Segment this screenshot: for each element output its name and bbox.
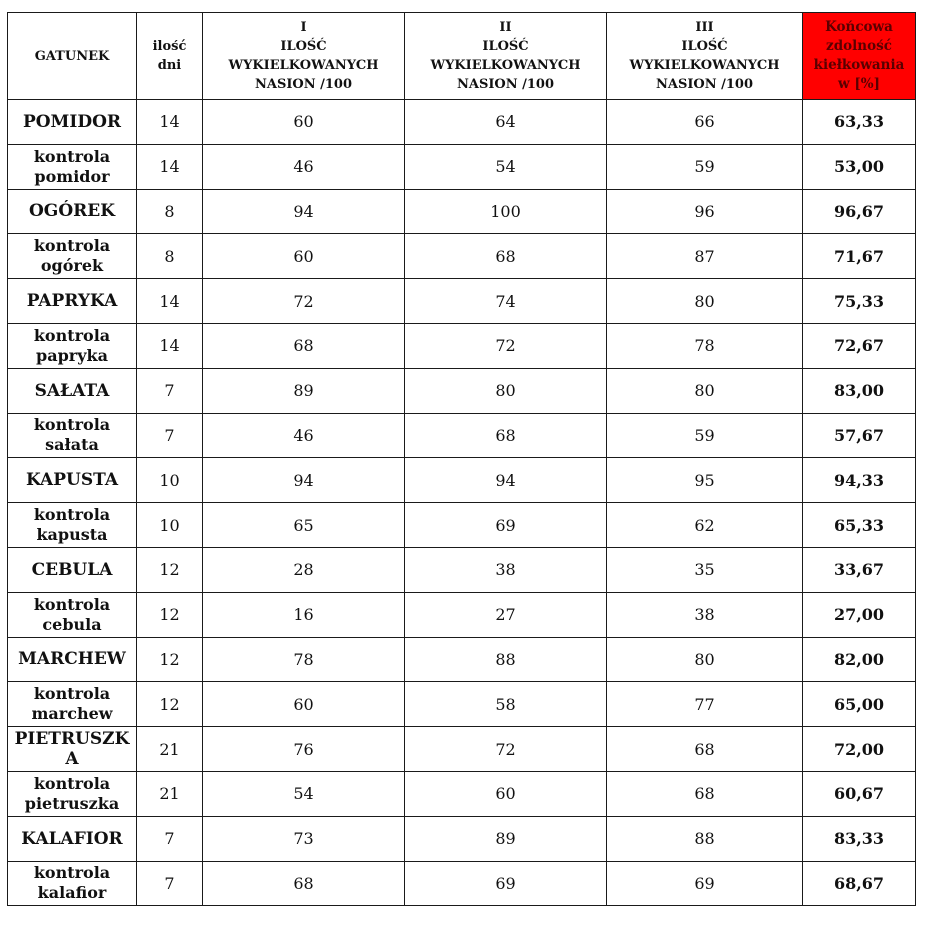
trial-2-cell: 89 xyxy=(405,816,607,861)
trial-3-cell: 59 xyxy=(607,413,803,458)
trial-1-cell: 94 xyxy=(203,458,405,503)
final-germination-cell: 57,67 xyxy=(803,413,916,458)
trial-1-cell: 94 xyxy=(203,189,405,234)
days-cell: 8 xyxy=(137,234,203,279)
trial-3-cell: 62 xyxy=(607,503,803,548)
species-cell: kontrola ogórek xyxy=(8,234,137,279)
trial-3-cell: 66 xyxy=(607,100,803,145)
trial-3-cell: 80 xyxy=(607,279,803,324)
final-germination-cell: 63,33 xyxy=(803,100,916,145)
days-cell: 21 xyxy=(137,727,203,772)
trial-2-cell: 68 xyxy=(405,413,607,458)
trial-3-cell: 78 xyxy=(607,323,803,368)
species-cell: KAPUSTA xyxy=(8,458,137,503)
trial-3-cell: 38 xyxy=(607,592,803,637)
trial-2-cell: 72 xyxy=(405,323,607,368)
days-cell: 14 xyxy=(137,144,203,189)
days-cell: 7 xyxy=(137,816,203,861)
trial-1-cell: 78 xyxy=(203,637,405,682)
final-germination-cell: 53,00 xyxy=(803,144,916,189)
days-cell: 21 xyxy=(137,771,203,816)
table-row xyxy=(8,413,916,458)
trial-3-cell: 96 xyxy=(607,189,803,234)
header-row xyxy=(8,13,916,100)
trial-3-cell: 88 xyxy=(607,816,803,861)
species-cell: SAŁATA xyxy=(8,368,137,413)
table-row xyxy=(8,592,916,637)
trial-2-cell: 27 xyxy=(405,592,607,637)
trial-2-cell: 100 xyxy=(405,189,607,234)
days-cell: 12 xyxy=(137,592,203,637)
table-row xyxy=(8,323,916,368)
trial-2-cell: 72 xyxy=(405,727,607,772)
final-germination-cell: 96,67 xyxy=(803,189,916,234)
species-cell: KALAFIOR xyxy=(8,816,137,861)
final-germination-cell: 71,67 xyxy=(803,234,916,279)
final-germination-cell: 33,67 xyxy=(803,547,916,592)
trial-3-cell: 68 xyxy=(607,727,803,772)
trial-2-cell: 68 xyxy=(405,234,607,279)
trial-2-cell: 80 xyxy=(405,368,607,413)
trial-1-cell: 60 xyxy=(203,100,405,145)
table-row xyxy=(8,861,916,906)
trial-1-cell: 65 xyxy=(203,503,405,548)
trial-1-cell: 73 xyxy=(203,816,405,861)
table-row xyxy=(8,189,916,234)
species-cell: OGÓREK xyxy=(8,189,137,234)
table-body xyxy=(8,100,916,906)
final-germination-cell: 60,67 xyxy=(803,771,916,816)
trial-3-cell: 69 xyxy=(607,861,803,906)
trial-2-cell: 38 xyxy=(405,547,607,592)
trial-1-cell: 54 xyxy=(203,771,405,816)
days-cell: 8 xyxy=(137,189,203,234)
days-cell: 12 xyxy=(137,547,203,592)
trial-2-cell: 69 xyxy=(405,503,607,548)
species-cell: MARCHEW xyxy=(8,637,137,682)
final-germination-cell: 27,00 xyxy=(803,592,916,637)
trial-2-cell: 94 xyxy=(405,458,607,503)
days-cell: 12 xyxy=(137,682,203,727)
header-final-germination: Końcowa zdolność kiełkowania w [%] xyxy=(803,13,916,100)
final-germination-cell: 75,33 xyxy=(803,279,916,324)
final-germination-cell: 65,33 xyxy=(803,503,916,548)
header-trial-2: II ILOŚĆ WYKIELKOWANYCH NASION /100 xyxy=(405,13,607,100)
days-cell: 10 xyxy=(137,503,203,548)
trial-1-cell: 89 xyxy=(203,368,405,413)
species-cell: kontrola kapusta xyxy=(8,503,137,548)
trial-3-cell: 35 xyxy=(607,547,803,592)
species-cell: POMIDOR xyxy=(8,100,137,145)
species-cell: PAPRYKA xyxy=(8,279,137,324)
species-cell: kontrola papryka xyxy=(8,323,137,368)
final-germination-cell: 82,00 xyxy=(803,637,916,682)
header-trial-1: I ILOŚĆ WYKIELKOWANYCH NASION /100 xyxy=(203,13,405,100)
species-cell: kontrola marchew xyxy=(8,682,137,727)
days-cell: 7 xyxy=(137,413,203,458)
trial-1-cell: 46 xyxy=(203,413,405,458)
trial-3-cell: 68 xyxy=(607,771,803,816)
trial-1-cell: 46 xyxy=(203,144,405,189)
germination-table xyxy=(7,12,916,906)
final-germination-cell: 65,00 xyxy=(803,682,916,727)
species-cell: kontrola pietruszka xyxy=(8,771,137,816)
table-row xyxy=(8,100,916,145)
trial-3-cell: 77 xyxy=(607,682,803,727)
trial-2-cell: 58 xyxy=(405,682,607,727)
days-cell: 7 xyxy=(137,861,203,906)
table-row xyxy=(8,816,916,861)
trial-1-cell: 60 xyxy=(203,682,405,727)
trial-1-cell: 28 xyxy=(203,547,405,592)
days-cell: 14 xyxy=(137,100,203,145)
trial-3-cell: 95 xyxy=(607,458,803,503)
table-row xyxy=(8,637,916,682)
table-row xyxy=(8,368,916,413)
trial-2-cell: 60 xyxy=(405,771,607,816)
header-species: GATUNEK xyxy=(8,13,137,100)
table-row xyxy=(8,279,916,324)
days-cell: 14 xyxy=(137,279,203,324)
table-row xyxy=(8,458,916,503)
table-row xyxy=(8,503,916,548)
trial-2-cell: 69 xyxy=(405,861,607,906)
species-cell: kontrola cebula xyxy=(8,592,137,637)
final-germination-cell: 83,00 xyxy=(803,368,916,413)
trial-2-cell: 88 xyxy=(405,637,607,682)
trial-3-cell: 80 xyxy=(607,637,803,682)
final-germination-cell: 72,67 xyxy=(803,323,916,368)
trial-2-cell: 64 xyxy=(405,100,607,145)
table-row xyxy=(8,682,916,727)
trial-3-cell: 80 xyxy=(607,368,803,413)
table-row xyxy=(8,727,916,772)
table-row xyxy=(8,144,916,189)
species-cell: CEBULA xyxy=(8,547,137,592)
trial-2-cell: 54 xyxy=(405,144,607,189)
trial-3-cell: 59 xyxy=(607,144,803,189)
table-row xyxy=(8,234,916,279)
header-trial-3: III ILOŚĆ WYKIELKOWANYCH NASION /100 xyxy=(607,13,803,100)
trial-3-cell: 87 xyxy=(607,234,803,279)
table-row xyxy=(8,547,916,592)
trial-1-cell: 76 xyxy=(203,727,405,772)
trial-1-cell: 60 xyxy=(203,234,405,279)
final-germination-cell: 83,33 xyxy=(803,816,916,861)
final-germination-cell: 68,67 xyxy=(803,861,916,906)
trial-1-cell: 72 xyxy=(203,279,405,324)
trial-1-cell: 16 xyxy=(203,592,405,637)
trial-1-cell: 68 xyxy=(203,323,405,368)
final-germination-cell: 94,33 xyxy=(803,458,916,503)
trial-1-cell: 68 xyxy=(203,861,405,906)
days-cell: 12 xyxy=(137,637,203,682)
table-row xyxy=(8,771,916,816)
final-germination-cell: 72,00 xyxy=(803,727,916,772)
species-cell: kontrola kalafior xyxy=(8,861,137,906)
species-cell: kontrola sałata xyxy=(8,413,137,458)
days-cell: 7 xyxy=(137,368,203,413)
species-cell: PIETRUSZK A xyxy=(8,727,137,772)
trial-2-cell: 74 xyxy=(405,279,607,324)
days-cell: 10 xyxy=(137,458,203,503)
header-days: ilość dni xyxy=(137,13,203,100)
days-cell: 14 xyxy=(137,323,203,368)
species-cell: kontrola pomidor xyxy=(8,144,137,189)
